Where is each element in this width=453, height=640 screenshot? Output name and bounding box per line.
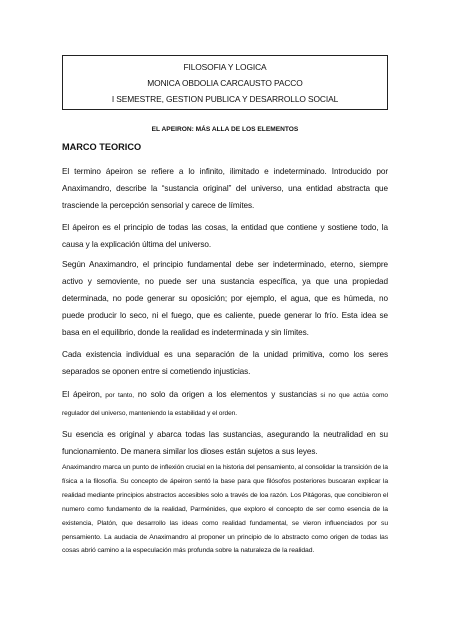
- header-box: [62, 55, 388, 110]
- paragraph-4: Cada existencia individual es una separación de la unidad primitiva, como los seres separados se oponen entre si cometiendo injusticias.: [62, 350, 388, 376]
- author-name: MONICA OBDOLIA CARCAUSTO PACCO: [147, 78, 303, 88]
- section-heading: MARCO TEORICO: [62, 142, 142, 152]
- semester-program: I SEMESTRE, GESTION PUBLICA Y DESARROLLO SOCIAL: [111, 94, 339, 104]
- paragraph-5-aside: por tanto,: [101, 392, 134, 399]
- paragraph-5-end: si no que actúa como regulador del universo, manteniendo la estabilidad y el orden.: [62, 392, 389, 417]
- course-title: FILOSOFIA Y LOGICA: [183, 62, 267, 72]
- paragraph-5-main: no solo da origen a los elementos y sustancias: [134, 390, 317, 399]
- paragraph-1: El termino ápeiron se refiere a lo infinito, ilimitado e indeterminado. Introducido por Anaximandro, describe la “sustancia original” del universo, una entidad abstracta que trasciende la percepción sensorial y carece de límites.: [62, 167, 388, 210]
- document-title: EL APEIRON: MÁS ALLA DE LOS ELEMENTOS: [151, 126, 299, 133]
- paragraph-2: El ápeiron es el principio de todas las cosas, la entidad que contiene y sostiene todo, la causa y la explicación última del universo.: [62, 223, 388, 249]
- paragraph-5-start: El ápeiron,: [62, 390, 102, 399]
- paragraph-7: Anaximandro marca un punto de inflexión crucial en la historia del pensamiento, al consolidar la transición de la física a la filosofía. Su concepto de ápeiron sentó la base para que filósofos posteriores buscaran explicar la realidad mediante principios abstractos accesibles solo a través de loa razón. Los Pitágoras, que concibieron el numero como fundamento de la realidad, Parménides, que exploro el concepto de ser como esencia de la existencia, Platón, que desarrollo las ideas como realidad fundamental, se vieron influenciados por su pensamiento. La audacia de Anaximandro al proponer un principio de lo abstracto como origen de todas las cosas abrió camino a la especulación más profunda sobre la naturaleza de la realidad.: [62, 464, 388, 555]
- paragraph-3: Según Anaximandro, el principio fundamental debe ser indeterminado, eterno, siempre activo y semoviente, no puede ser una sustancia específica, ya que una propiedad determinada, no pode generar su oposición; por ejemplo, el agua, que es húmeda, no puede producir lo seco, ni el fuego, que es caliente, puede generar lo frío. Esta idea se basa en el equilibrio, donde la realidad es indeterminada y sin límites.: [62, 260, 388, 337]
- paragraph-6: Su esencia es original y abarca todas las sustancias, asegurando la neutralidad en su funcionamiento. De manera similar los dioses están sujetos a sus leyes.: [62, 430, 388, 456]
- paragraph-5: [62, 386, 388, 422]
